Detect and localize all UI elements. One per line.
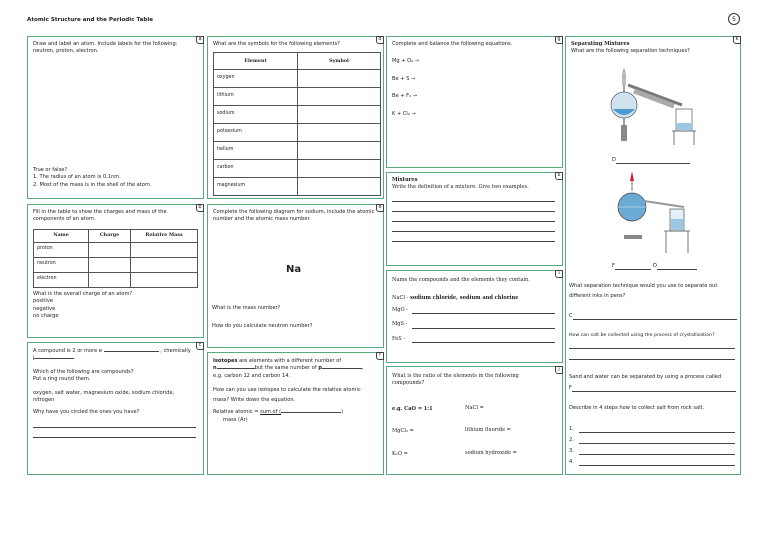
answer-cell[interactable] [298, 88, 381, 106]
technique-label: D [612, 157, 616, 163]
compound-formula: FeS - [392, 335, 406, 342]
equation: Mg + O₂ → [392, 58, 420, 65]
element-name: lithium [214, 88, 298, 106]
compound-definition: A compound is 2 or more e [33, 348, 102, 354]
element-name: carbon [214, 160, 298, 178]
sodium-prompt: Complete the following diagram for sodium, include the atomic number and the atomic mass number. [213, 209, 375, 223]
blank-line[interactable] [281, 412, 341, 413]
isotopes-term: Isotopes [213, 358, 238, 364]
symbols-prompt: What are the symbols for the following elements? [213, 41, 340, 47]
box-j-ratios [386, 366, 563, 475]
answer-line[interactable] [392, 211, 555, 212]
answer-cell[interactable] [298, 70, 381, 88]
option[interactable]: no charge [33, 312, 59, 319]
box-letter: i [555, 270, 563, 278]
compounds-list: oxygen, salt water, magnesium oxide, sodium chloride, nitrogen [33, 389, 175, 403]
blank-line[interactable] [34, 358, 74, 359]
box-i-name-compounds [386, 270, 563, 363]
answer-line[interactable] [392, 241, 555, 242]
box-a-atom-drawing [27, 36, 204, 199]
step-number: 2. [569, 437, 574, 443]
technique-label: F [569, 385, 572, 391]
table-header: Charge [89, 229, 131, 242]
answer-cell[interactable] [298, 106, 381, 124]
technique-label: C [569, 313, 573, 319]
ratio-item: MgCl₂ = [392, 428, 414, 434]
element-name: potassium [214, 124, 298, 142]
filtration-apparatus-image [614, 167, 694, 259]
blank-line[interactable] [104, 351, 159, 352]
table-header: Element [214, 53, 298, 70]
ratio-example: e.g. CaO = 1:1 [392, 406, 433, 412]
separating-prompt: What are the following separation techniques? [571, 48, 690, 55]
charge-question: What is the overall charge of an atom? [33, 290, 133, 297]
components-prompt: Fill in the table to show the charges and mass of the components of an atom. [33, 209, 167, 223]
ratio-item: sodium hydroxide = [465, 450, 517, 456]
table-header: Relative Mass [131, 229, 198, 242]
answer-line[interactable] [392, 201, 555, 202]
compound-definition: j [33, 355, 35, 362]
answer-line[interactable] [657, 269, 697, 270]
element-name: helium [214, 142, 298, 160]
inks-question: What separation technique would you use to separate out different inks in pens? [569, 283, 718, 299]
isotopes-question: How can you use isotopes to calculate the relative atomic mass? Write down the equation. [213, 387, 361, 403]
compounds-instruction: Put a ring round them. [33, 376, 91, 383]
table-cell-name: electron [34, 272, 89, 287]
box-letter: k [733, 36, 741, 44]
isotopes-example: e.g. carbon 12 and carbon 14. [213, 372, 291, 379]
answer-line[interactable] [392, 221, 555, 222]
table-cell-name: proton [34, 242, 89, 257]
table-cell-name: neutron [34, 257, 89, 272]
answer-line[interactable] [33, 427, 196, 428]
isotopes-definition: but the same number of [254, 365, 319, 372]
answer-line[interactable] [572, 391, 736, 392]
answer-line[interactable] [33, 437, 196, 438]
example-answer: sodium chloride, sodium and chlorine [409, 295, 519, 302]
element-name: sodium [214, 106, 298, 124]
equations-prompt: Complete and balance the following equations. [392, 41, 513, 47]
ratio-item: K₂O = [392, 451, 408, 457]
box-c-compounds: c A compound is 2 or more e , chemically j . Which of the following are compounds? Put a ring round them. oxygen, salt water, magnesium oxide, sodium chloride, nitrogen Why have you circled the ones you have? [27, 342, 204, 475]
element-name: magnesium [214, 178, 298, 196]
blank-line[interactable] [322, 368, 362, 369]
components-table [33, 229, 198, 288]
compounds-prompt: Name the compounds and the elements they contain. [392, 277, 530, 283]
rock-salt-question: Describe in 4 steps how to collect salt from rock salt. [569, 405, 705, 411]
ratio-prompt: What is the ratio of the elements in the following compounds? [392, 373, 519, 387]
compounds-question: Which of the following are compounds? [33, 368, 134, 375]
equation-label: mass (Ar) [223, 416, 248, 423]
example-formula: NaCl - [392, 295, 410, 302]
answer-cell[interactable] [131, 257, 198, 272]
isotopes-definition: are elements with a different number of [237, 358, 342, 364]
isotopes-definition: n [213, 365, 217, 372]
answer-cell[interactable] [298, 178, 381, 196]
compound-formula: MgS - [392, 321, 408, 328]
box-letter: j [555, 366, 563, 374]
table-header: Name [34, 229, 89, 242]
answer-line[interactable] [412, 342, 555, 343]
ratio-item: NaCl = [465, 405, 484, 411]
distillation-apparatus-image [604, 65, 704, 147]
box-d-element-symbols [207, 36, 384, 199]
equation: K + Cl₂ → [392, 110, 416, 117]
equation: Be + S → [392, 75, 416, 82]
equation: Be + F₂ → [392, 93, 417, 100]
answer-cell[interactable] [298, 142, 381, 160]
equation-numerator: sum of ( [260, 409, 282, 416]
true-false-statement: 2. Most of the mass is in the shell of the atom. [33, 181, 152, 188]
box-letter: h [555, 172, 563, 180]
separating-title: Separating Mixtures [571, 41, 630, 47]
mixtures-title: Mixtures [392, 177, 418, 183]
answer-line[interactable] [616, 163, 690, 164]
box-letter: a [196, 36, 204, 44]
answer-cell[interactable] [89, 272, 131, 287]
step-number: 4. [569, 459, 574, 465]
box-letter: d [376, 36, 384, 44]
box-k-separating-mixtures [565, 36, 741, 475]
mixtures-prompt: Write the definition of a mixture. Give two examples. [392, 184, 529, 191]
box-e-sodium-diagram [207, 204, 384, 348]
answer-cell[interactable] [131, 242, 198, 257]
box-letter: c [196, 342, 204, 350]
answer-cell[interactable] [89, 242, 131, 257]
symbols-table [213, 52, 381, 196]
answer-line[interactable] [579, 465, 735, 466]
box-letter: e [376, 204, 384, 212]
answer-line[interactable] [579, 443, 735, 444]
sodium-symbol: Na [286, 264, 302, 275]
answer-cell[interactable] [89, 257, 131, 272]
ratio-item: lithium fluoride = [465, 427, 511, 433]
answer-line[interactable] [579, 454, 735, 455]
equation-label: Relative atomic = [213, 409, 261, 416]
step-number: 3. [569, 448, 574, 454]
box-letter: g [555, 36, 563, 44]
answer-line[interactable] [412, 328, 555, 329]
element-name: oxygen [214, 70, 298, 88]
answer-line[interactable] [392, 231, 555, 232]
answer-line[interactable] [569, 359, 735, 360]
answer-line[interactable] [615, 269, 651, 270]
answer-line[interactable] [573, 319, 737, 320]
box-f-isotopes: f Isotopes are elements with a different number of n but the same number of p , e.g. carbon 12 and carbon 14. How can you use isotopes to calculate the relative atomic mass? Write down the equation. Relative atomic = sum of ( ) mass (Ar) [207, 352, 384, 475]
answer-cell[interactable] [298, 160, 381, 178]
crystallisation-question: How can salt be collected using the process of crystallisation? [569, 333, 715, 338]
option[interactable]: negative [33, 305, 56, 312]
technique-label: F [612, 263, 615, 269]
box-letter: f [376, 352, 384, 360]
box-g-equations [386, 36, 563, 168]
blank-line[interactable] [217, 368, 255, 369]
box-h-mixtures [386, 172, 563, 266]
answer-line[interactable] [412, 313, 555, 314]
box-b-atom-components [27, 204, 204, 338]
table-header: Symbol [298, 53, 381, 70]
atom-prompt: Draw and label an atom. Include labels for the following: neutron, proton, electron. [33, 41, 178, 55]
technique-label: D [652, 263, 657, 269]
sand-water-question: Sand and water can be separated by using a process called [569, 374, 722, 380]
page-title: Atomic Structure and the Periodic Table [27, 17, 154, 23]
compound-definition: , chemically [160, 348, 191, 354]
mass-number-question: What is the mass number? [212, 305, 281, 311]
answer-line[interactable] [579, 432, 735, 433]
answer-cell[interactable] [298, 124, 381, 142]
page-number: 5 [728, 13, 740, 25]
neutron-question: How do you calculate neutron number? [212, 323, 313, 329]
answer-line[interactable] [569, 348, 735, 349]
true-false-statement: 1. The radius of an atom is 0.1nm. [33, 174, 121, 181]
why-question: Why have you circled the ones you have? [33, 409, 140, 416]
option[interactable]: positive [33, 298, 53, 305]
step-number: 1. [569, 426, 574, 432]
isotopes-definition: p [318, 365, 322, 372]
box-letter: b [196, 204, 204, 212]
compound-formula: MgO - [392, 306, 408, 313]
answer-cell[interactable] [131, 272, 198, 287]
true-false-title: True or false? [33, 167, 68, 173]
